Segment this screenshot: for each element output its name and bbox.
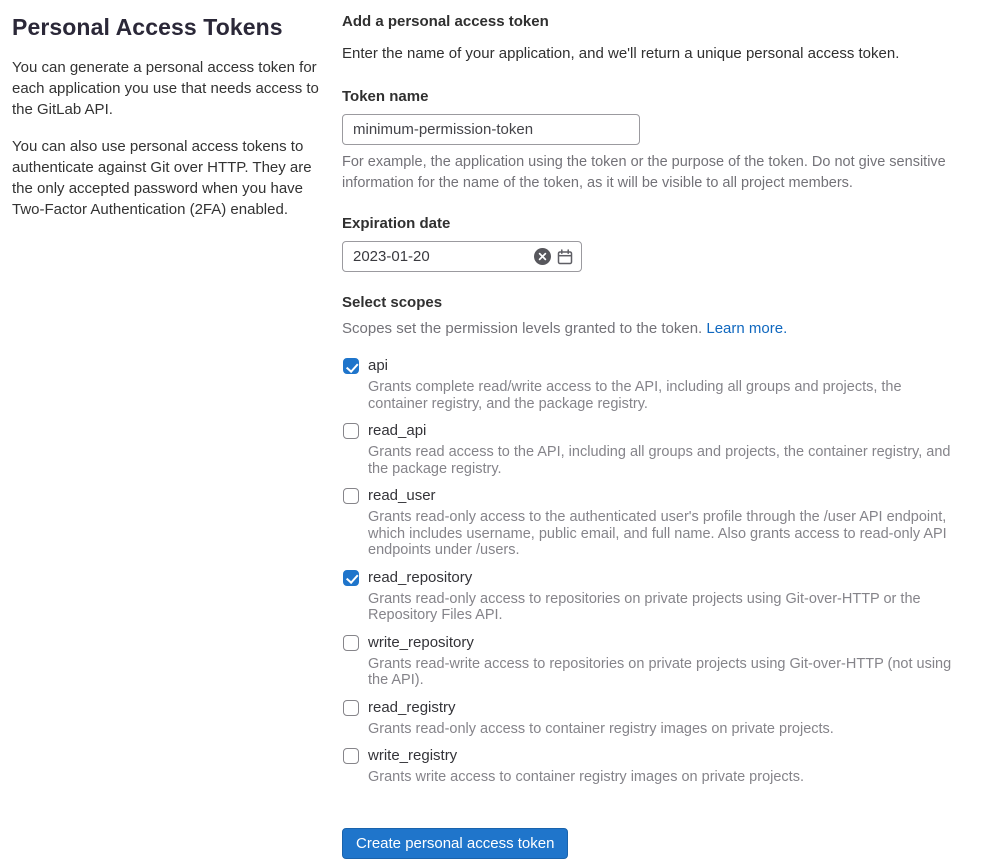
scopes-description-text: Scopes set the permission levels granted to the token.	[342, 320, 707, 337]
scope-description: Grants write access to container registry images on private projects.	[368, 769, 804, 785]
scope-checkbox-write-repository[interactable]	[343, 635, 359, 651]
description-column	[12, 12, 324, 859]
scope-label[interactable]: read_user	[368, 487, 436, 504]
token-name-label: Token name	[342, 88, 429, 105]
form-intro: Enter the name of your application, and we'll return a unique personal access token.	[342, 45, 900, 62]
calendar-icon	[557, 249, 573, 265]
scope-row-read-api	[342, 421, 974, 477]
scope-description: Grants read-only access to container registry images on private projects.	[368, 720, 834, 737]
scope-row-read-repository	[342, 568, 974, 624]
token-name-input[interactable]	[342, 114, 640, 145]
scope-row-api	[342, 356, 974, 412]
token-form	[342, 12, 974, 859]
scope-row-write-repository	[342, 633, 974, 689]
scope-description: Grants read-only access to repositories on private projects using Git-over-HTTP or the Repository Files API.	[368, 590, 921, 623]
description-paragraph: You can also use personal access tokens to authenticate against Git over HTTP. They are the only accepted password when you have Two-Factor Authentication (2FA) enabled.	[12, 138, 312, 218]
scope-checkbox-read-api[interactable]	[343, 423, 359, 439]
scope-row-read-user	[342, 486, 974, 559]
scope-label[interactable]: read_repository	[368, 568, 473, 586]
description-paragraph: You can generate a personal access token for each application you use that needs access to the GitLab API.	[12, 59, 319, 118]
scope-checkbox-read-registry[interactable]	[343, 700, 359, 716]
scope-label[interactable]: write_registry	[368, 747, 458, 764]
clear-date-button[interactable]	[534, 248, 551, 265]
create-token-button[interactable]: Create personal access token	[342, 828, 568, 859]
calendar-button[interactable]	[557, 249, 573, 265]
scope-row-read-registry	[342, 698, 974, 738]
scope-description: Grants complete read/write access to the API, including all groups and projects, the container registry, and the package registry.	[368, 379, 902, 412]
form-heading: Add a personal access token	[342, 13, 549, 30]
scope-row-write-registry	[342, 746, 974, 786]
page-title: Personal Access Tokens	[12, 14, 283, 40]
scope-description: Grants read-write access to repositories on private projects using Git-over-HTTP (not using the API).	[368, 655, 952, 688]
scope-checkbox-write-registry[interactable]	[343, 748, 359, 764]
scope-label[interactable]: read_api	[368, 422, 427, 439]
scopes-description	[342, 319, 974, 339]
scope-checkbox-read-user[interactable]	[343, 488, 359, 504]
circle-x-icon	[534, 248, 551, 265]
learn-more-link[interactable]: Learn more.	[706, 320, 788, 337]
expiration-date-label: Expiration date	[342, 215, 451, 232]
token-name-help: For example, the application using the token or the purpose of the token. Do not give sensitive information for the name of the token, as it will be visible to all project members.	[342, 154, 946, 191]
scope-checkbox-api[interactable]	[343, 358, 359, 374]
scope-label[interactable]: write_repository	[368, 633, 474, 651]
scope-description: Grants read access to the API, including all groups and projects, the container registry, and the package registry.	[368, 444, 951, 477]
select-scopes-heading: Select scopes	[342, 294, 443, 311]
scope-label[interactable]: read_registry	[368, 698, 456, 716]
scope-label[interactable]: api	[368, 357, 389, 374]
expiration-date-field[interactable]	[342, 241, 582, 272]
scope-checkbox-read-repository[interactable]	[343, 570, 359, 586]
scope-description: Grants read-only access to the authenticated user's profile through the /user API endpoint, which includes username, public email, and full name. Also grants access to read-only API endpoints under /users.	[368, 509, 947, 558]
expiration-date-input[interactable]	[353, 248, 528, 265]
